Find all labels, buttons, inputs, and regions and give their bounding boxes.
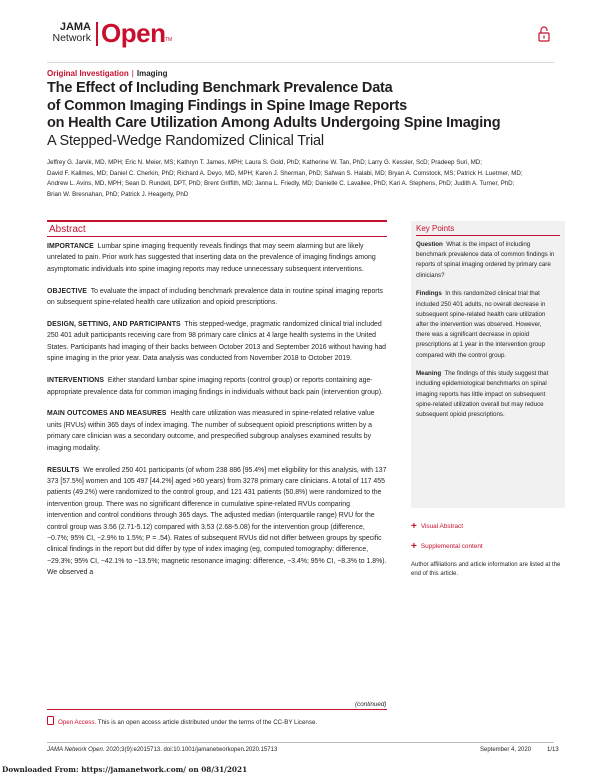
continued-note: (continued): [355, 701, 387, 708]
abstract-label: DESIGN, SETTING, AND PARTICIPANTS: [47, 321, 181, 329]
article-category: Original Investigation: [47, 69, 129, 78]
key-points-body: [416, 240, 556, 429]
open-access-note: [47, 716, 317, 726]
key-point-label: Findings: [416, 290, 442, 298]
key-point-label: Meaning: [416, 370, 442, 378]
abstract-text: This stepped-wedge, pragmatic randomized clinical trial included 250 401 adult participants receiving care from 98 primary care clinics at 4 large health systems in the United States. Participants had imaging of their backs between October 2013 and September 2016 without having had spine imaging in the prior year. Data analysis was conducted from November 2018 to October 2019.: [47, 321, 387, 363]
author-line: Andrew L. Avins, MD, MPH; Sean D. Rundell, DPT, PhD; Brent Griffith, MD; Janna L. Friedly, MD; Danielle C. Lavallee, PhD; Kari A. Stephens, PhD; Judith A. Turner, PhD;: [47, 180, 515, 187]
logo-network-text: Network: [52, 32, 91, 44]
abstract-text: Lumbar spine imaging frequently reveals findings that may seem alarming but are likely unrelated to pain. Prior work has suggested that inserting data on the prevalence of imaging findings among asymptomatic individuals into spine imaging reports may reduce unnecessary subsequent interventions.: [47, 243, 376, 273]
abstract-header: [47, 220, 387, 237]
key-point-label: Question: [416, 241, 443, 248]
article-title: [47, 80, 567, 133]
open-access-text: This is an open access article distributed under the terms of the CC-BY License.: [97, 719, 318, 726]
key-point-text: What is the impact of including benchmark prevalence data of common findings in reports of spinal imaging ordered by primary care clinicians?: [416, 241, 555, 279]
footer-meta: [480, 747, 559, 753]
abstract-section: [47, 408, 387, 454]
visual-abstract-label: Visual Abstract: [420, 523, 463, 530]
supplemental-content-link[interactable]: [411, 541, 483, 552]
footer-citation: [47, 747, 277, 753]
journal-logo[interactable]: [47, 18, 173, 48]
abstract-section: [47, 286, 387, 309]
abstract-label: RESULTS: [47, 466, 80, 474]
footer-journal-name: JAMA Network Open.: [47, 747, 105, 753]
footer-doi[interactable]: 2020;3(9):e2015713. doi:10.1001/jamanetworkopen.2020.15713: [106, 747, 278, 753]
logo-open-text: Open: [101, 18, 166, 48]
title-line: of Common Imaging Findings in Spine Image Reports: [47, 97, 407, 114]
abstract-section: [47, 375, 387, 398]
abstract-label: INTERVENTIONS: [47, 377, 105, 385]
author-list: [47, 158, 562, 200]
abstract-label: OBJECTIVE: [47, 287, 87, 295]
footer-rule: [47, 742, 554, 743]
abstract-section: [47, 241, 387, 275]
key-points-heading: Key Points: [416, 224, 455, 233]
author-affiliations-note: Author affiliations and article information are listed at the end of this article.: [411, 562, 561, 578]
key-point: [416, 240, 556, 281]
abstract-label: IMPORTANCE: [47, 243, 94, 250]
key-point-text: In this randomized clinical trial that included 250 401 adults, no overall decrease in subsequent spine-related health care utilization after the intervention was observed. However, there was a significant decrease in opioid prescriptions at 1 year in the intervention group compared with the control group.: [416, 290, 546, 359]
author-line: Jeffrey G. Jarvik, MD, MPH; Eric N. Meier, MS; Kathryn T. James, MPH; Laura S. Gold, PhD; Katherine W. Tan, PhD; Larry G. Kessler, ScD; Pradeep Suri, MD;: [47, 159, 482, 166]
article-kicker: Original Investigation | Imaging: [47, 69, 168, 78]
abstract-label: MAIN OUTCOMES AND MEASURES: [47, 410, 167, 418]
key-point: [416, 369, 556, 420]
header-rule: [47, 62, 554, 63]
author-line: Brian W. Bresnahan, PhD; Patrick J. Heagerty, PhD: [47, 190, 189, 198]
open-access-icon: [47, 716, 54, 725]
abstract-text: To evaluate the impact of including benchmark prevalence data in routine spinal imaging reports on subsequent spine-related health care utilization and opioid prescriptions.: [47, 287, 383, 307]
abstract-text: Either standard lumbar spine imaging reports (control group) or reports containing age-appropriate prevalence data for common imaging findings in individuals without back pain (intervention group).: [47, 377, 383, 396]
key-points-rule: [416, 235, 560, 236]
logo-divider: [96, 22, 98, 46]
article-subtitle: A Stepped-Wedge Randomized Clinical Trial: [47, 133, 324, 149]
key-point: [416, 289, 556, 360]
abstract-text: Health care utilization was measured in spine-related relative value units (RVUs) within 365 days of index imaging. The number of subsequent opioid prescriptions written by a primary care clinician was a secondary outcome, and prespecified subgroup analyses examined results by imaging modality.: [47, 410, 375, 452]
plus-icon: +: [411, 541, 417, 552]
abstract-end-rule: [47, 709, 387, 710]
title-line: on Health Care Utilization Among Adults Undergoing Spine Imaging: [47, 115, 501, 131]
key-point-text: The findings of this study suggest that including epidemiological benchmarks on spinal imaging reports has little impact on subsequent spine-related utilization overall but may reduce subsequent opioid prescriptions.: [416, 370, 549, 419]
abstract-section: [47, 319, 387, 365]
author-line: David F. Kallmes, MD; Daniel C. Cherkin, PhD; Richard A. Deyo, MD, MPH; Karen J. Sherman, PhD; Safwan S. Halabi, MD; Bryan A. Comstock, MS; Patrick H. Luetmer, MD;: [47, 169, 523, 177]
logo-jama-text: JAMA: [59, 21, 91, 33]
open-access-label[interactable]: Open Access.: [58, 719, 97, 726]
abstract-section: [47, 465, 387, 579]
footer-date: September 4, 2020: [480, 747, 532, 753]
abstract-heading: Abstract: [49, 224, 86, 235]
download-stamp: Downloaded From: https://jamanetwork.com/ on 08/31/2021: [2, 765, 248, 774]
open-access-lock-icon: [538, 26, 550, 42]
abstract-text: We enrolled 250 401 participants (of whom 238 886 [95.4%] met eligibility for this analysis, with 137 373 [57.5%] women and 105 497 [44.2%] aged >60 years) from 3278 primary care clinicians. A total of 117 455 patients (49.2%) were randomized to the control group, and 121 431 patients (50.8%) were randomized to the intervention group. There was no significant difference in cumulative spine-related RVUs comparing intervention and control conditions through 365 days. The adjusted median (interquartile range) RVU for the control group was 3.56 (2.71-5.12) compared with 3.53 (2.68-5.08) for the intervention group (difference, −0.7%; 95% CI, −2.9% to 1.5%; P = .54). Rates of subsequent RVUs did not differ between groups by specific clinical findings in the report but did differ by type of index imaging (eg, computed tomography: difference, −29.3%; 95% CI, −42.1% to −13.5%; magnetic resonance imaging: difference, −3.4%; 95% CI, −8.3% to 1.8%). We observed a: [47, 466, 387, 577]
title-line: The Effect of Including Benchmark Prevalence Data: [47, 80, 393, 96]
visual-abstract-link[interactable]: [411, 521, 463, 532]
article-section: Imaging: [136, 69, 168, 78]
supplemental-content-label: Supplemental content: [420, 543, 483, 550]
abstract-body: [47, 241, 387, 589]
logo-trademark: TM: [165, 37, 173, 43]
plus-icon: +: [411, 521, 417, 532]
footer-page-number: 1/13: [547, 747, 559, 753]
